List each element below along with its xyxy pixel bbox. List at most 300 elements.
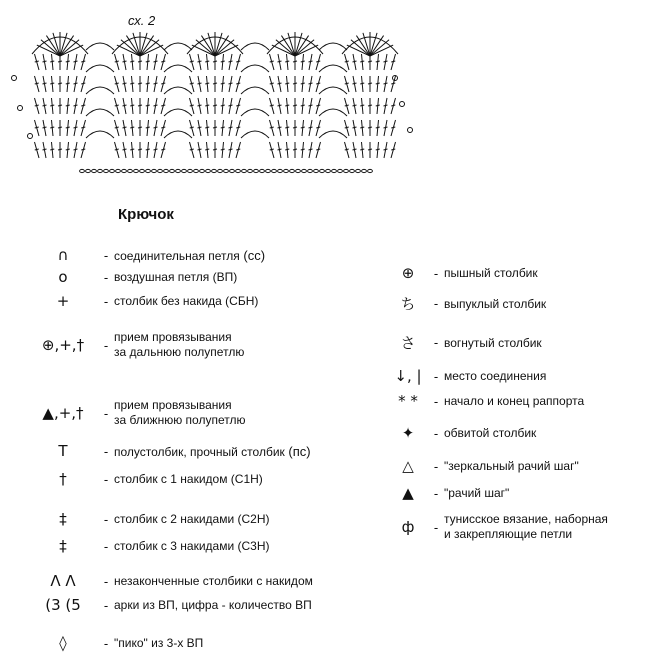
stitch-mark — [345, 105, 349, 106]
chain-mark — [104, 169, 109, 172]
legend-dash: - — [103, 538, 109, 554]
chain-mark — [260, 169, 265, 172]
legend-row — [28, 292, 258, 310]
stitch-mark — [391, 105, 395, 106]
stitch-mark — [353, 61, 357, 62]
stitch-mark — [205, 127, 209, 128]
stitch-mark — [50, 83, 54, 84]
stitch-mark — [229, 61, 233, 62]
stitch-mark — [58, 83, 62, 84]
stitch-mark — [115, 127, 119, 128]
chain-mark — [206, 169, 211, 172]
legend-text: столбик с 2 накидами (С2Н) — [114, 512, 270, 526]
arch-mark — [86, 131, 114, 138]
stitch-mark — [161, 127, 165, 128]
stitch-mark — [74, 149, 78, 150]
stitch-mark — [391, 61, 395, 62]
stitch-mark — [236, 83, 240, 84]
stitch-mark — [285, 61, 289, 62]
chain-mark — [344, 169, 349, 172]
stitch-mark — [345, 61, 349, 62]
stitch-mark — [309, 127, 313, 128]
stitch-mark — [81, 83, 85, 84]
legend-row — [28, 537, 270, 555]
chain-mark — [350, 169, 355, 172]
stitch-mark — [115, 149, 119, 150]
stitch-mark — [285, 127, 289, 128]
legend-text: воздушная петля (ВП) — [114, 270, 238, 284]
stitch-mark — [384, 61, 388, 62]
stitch-mark — [50, 149, 54, 150]
picot-mark — [400, 102, 405, 107]
chain-mark — [332, 169, 337, 172]
stitch-mark — [360, 83, 364, 84]
stitch-mark — [309, 61, 313, 62]
chain-mark — [122, 169, 127, 172]
stitch-mark — [81, 105, 85, 106]
stitch-mark — [50, 105, 54, 106]
stitch-mark — [221, 83, 225, 84]
stitch-mark — [213, 127, 217, 128]
stitch-mark — [360, 127, 364, 128]
chain-mark — [194, 169, 199, 172]
stitch-mark — [123, 83, 127, 84]
stitch-mark — [270, 149, 274, 150]
stitch-mark — [376, 127, 380, 128]
stitch-mark — [198, 105, 202, 106]
stitch-mark — [58, 105, 62, 106]
crab-stitch-icon: ▲ — [402, 484, 414, 502]
legend-dash: - — [103, 405, 109, 421]
stitch-mark — [309, 83, 313, 84]
half-double-icon: T — [58, 442, 68, 460]
front-loop-icon: ▲,+,† — [42, 404, 84, 422]
stitch-mark — [345, 149, 349, 150]
stitch-mark — [205, 105, 209, 106]
repeat-marks-icon: * * — [398, 392, 418, 410]
arch-mark — [319, 65, 347, 72]
stitch-mark — [278, 83, 282, 84]
stitch-mark — [190, 83, 194, 84]
chain-mark — [158, 169, 163, 172]
legend-dash: - — [103, 247, 109, 263]
stitch-mark — [154, 105, 158, 106]
chain-mark — [236, 169, 241, 172]
stitch-mark — [146, 127, 150, 128]
chain-mark — [164, 169, 169, 172]
stitch-mark — [161, 149, 165, 150]
stitch-mark — [376, 83, 380, 84]
stitch-mark — [236, 61, 240, 62]
stitch-mark — [198, 149, 202, 150]
crochet-scheme-diagram — [0, 18, 420, 178]
stitch-mark — [353, 127, 357, 128]
chain-mark — [116, 169, 121, 172]
chain-mark — [80, 169, 85, 172]
legend-row — [388, 484, 509, 502]
legend-abbr: (сс) — [239, 247, 266, 263]
legend-row — [388, 332, 542, 353]
stitch-mark — [58, 149, 62, 150]
stitch-mark — [50, 61, 54, 62]
chain-mark — [146, 169, 151, 172]
stitch-mark — [138, 149, 142, 150]
arch-mark — [164, 65, 192, 72]
stitch-mark — [301, 61, 305, 62]
stitch-mark — [309, 105, 313, 106]
stitch-mark — [360, 105, 364, 106]
stitch-mark — [154, 149, 158, 150]
stitch-mark — [66, 149, 70, 150]
stitch-mark — [301, 105, 305, 106]
stitch-mark — [229, 149, 233, 150]
stitch-mark — [190, 127, 194, 128]
stitch-mark — [278, 149, 282, 150]
arch-mark — [86, 43, 114, 50]
stitch-mark — [236, 105, 240, 106]
stitch-mark — [345, 83, 349, 84]
stitch-mark — [221, 149, 225, 150]
stitch-mark — [43, 83, 47, 84]
arch-mark — [164, 87, 192, 94]
chain-mark — [128, 169, 133, 172]
wrapped-stitch-icon: ✦ — [401, 424, 415, 442]
stitch-mark — [74, 61, 78, 62]
stitch-mark — [35, 127, 39, 128]
chain-mark — [134, 169, 139, 172]
chain-mark — [278, 169, 283, 172]
legend-row — [28, 470, 263, 488]
stitch-mark — [190, 105, 194, 106]
stitch-mark — [161, 83, 165, 84]
stitch-mark — [316, 127, 320, 128]
stitch-mark — [130, 149, 134, 150]
legend-dash: - — [103, 293, 109, 309]
legend-text: прием провязывания за дальнюю полупетлю — [114, 330, 245, 359]
stitch-mark — [123, 105, 127, 106]
stitch-mark — [146, 105, 150, 106]
chain-mark — [248, 169, 253, 172]
legend-dash: - — [103, 511, 109, 527]
legend-text: арки из ВП, цифра - количество ВП — [114, 598, 312, 612]
stitch-mark — [154, 83, 158, 84]
chain-mark — [338, 169, 343, 172]
stitch-mark — [138, 83, 142, 84]
legend-dash: - — [433, 335, 439, 350]
stitch-mark — [58, 61, 62, 62]
stitch-mark — [293, 127, 297, 128]
chain-mark — [368, 169, 373, 172]
stitch-mark — [229, 127, 233, 128]
legend-row — [28, 398, 245, 428]
stitch-mark — [161, 61, 165, 62]
arch-mark — [319, 109, 347, 116]
stitch-mark — [309, 149, 313, 150]
legend-dash: - — [433, 368, 439, 384]
legend-text: столбик с 3 накидами (С3Н) — [114, 539, 270, 553]
legend-row — [28, 442, 311, 460]
stitch-mark — [213, 149, 217, 150]
stitch-mark — [384, 127, 388, 128]
stitch-mark — [301, 127, 305, 128]
stitch-mark — [66, 83, 70, 84]
single-crochet-icon: + — [56, 292, 70, 310]
arch-mark — [241, 87, 269, 94]
stitch-mark — [43, 127, 47, 128]
arch-mark — [164, 43, 192, 50]
stitch-mark — [161, 105, 165, 106]
stitch-mark — [391, 149, 395, 150]
legend-text: "пико" из 3-х ВП — [114, 636, 204, 650]
stitch-mark — [236, 127, 240, 128]
chain-mark — [254, 169, 259, 172]
tunisian-icon: ф — [401, 518, 415, 536]
legend-row — [388, 264, 538, 282]
legend-text: "рачий шаг" — [444, 486, 510, 500]
double-crochet-icon: † — [59, 470, 67, 488]
chain-mark — [314, 169, 319, 172]
stitch-mark — [205, 149, 209, 150]
arch-mark — [241, 109, 269, 116]
legend-title: Крючок — [118, 206, 174, 223]
picot-mark — [28, 134, 33, 139]
stitch-mark — [58, 127, 62, 128]
treble-crochet-icon: ‡ — [59, 510, 67, 528]
chain-mark — [212, 169, 217, 172]
stitch-mark — [154, 61, 158, 62]
arch-mark — [164, 109, 192, 116]
stitch-mark — [123, 127, 127, 128]
stitch-mark — [316, 61, 320, 62]
stitch-mark — [376, 149, 380, 150]
stitch-mark — [376, 61, 380, 62]
picot-mark — [408, 128, 413, 133]
stitch-mark — [353, 105, 357, 106]
stitch-mark — [353, 149, 357, 150]
stitch-mark — [35, 105, 39, 106]
legend-dash: - — [433, 265, 439, 281]
legend-text: столбик с 1 накидом (С1Н) — [114, 472, 263, 486]
legend-dash: - — [433, 425, 439, 441]
stitch-mark — [285, 83, 289, 84]
legend-text: начало и конец раппорта — [444, 394, 585, 408]
stitch-mark — [384, 105, 388, 106]
legend-row — [28, 246, 265, 264]
stitch-mark — [123, 61, 127, 62]
stitch-mark — [213, 105, 217, 106]
chain-mark — [188, 169, 193, 172]
legend-dash: - — [433, 485, 439, 501]
stitch-mark — [229, 83, 233, 84]
arch-mark — [164, 131, 192, 138]
chain-mark — [290, 169, 295, 172]
stitch-mark — [146, 83, 150, 84]
stitch-mark — [213, 61, 217, 62]
legend-text: место соединения — [444, 369, 547, 383]
stitch-mark — [316, 105, 320, 106]
legend-dash: - — [433, 393, 439, 409]
stitch-mark — [130, 61, 134, 62]
stitch-mark — [270, 61, 274, 62]
stitch-mark — [376, 105, 380, 106]
stitch-mark — [293, 61, 297, 62]
stitch-mark — [316, 83, 320, 84]
puff-stitch-icon: ⊕ — [401, 264, 415, 282]
join-point-icon: ↓, | — [394, 367, 422, 385]
stitch-mark — [66, 105, 70, 106]
stitch-mark — [130, 105, 134, 106]
stitch-mark — [384, 83, 388, 84]
chain-mark — [86, 169, 91, 172]
legend-dash: - — [103, 471, 109, 487]
stitch-mark — [138, 127, 142, 128]
stitch-mark — [66, 61, 70, 62]
legend-row — [28, 634, 203, 652]
chain-mark — [170, 169, 175, 172]
stitch-mark — [391, 127, 395, 128]
legend-row — [28, 572, 313, 590]
stitch-mark — [221, 105, 225, 106]
chain-arch-icon: (3 (5 — [45, 596, 81, 614]
chain-mark — [218, 169, 223, 172]
stitch-mark — [293, 105, 297, 106]
stitch-mark — [115, 105, 119, 106]
back-post-icon: さ — [400, 334, 416, 352]
stitch-mark — [43, 149, 47, 150]
stitch-mark — [368, 61, 372, 62]
stitch-mark — [368, 105, 372, 106]
chain-mark — [356, 169, 361, 172]
legend-row — [28, 330, 244, 360]
stitch-mark — [293, 149, 297, 150]
stitch-mark — [74, 105, 78, 106]
stitch-mark — [316, 149, 320, 150]
stitch-mark — [81, 127, 85, 128]
legend-row — [388, 293, 546, 314]
slip-stitch-icon: ∩ — [57, 246, 69, 264]
chain-mark — [242, 169, 247, 172]
stitch-mark — [368, 83, 372, 84]
chain-mark — [230, 169, 235, 172]
stitch-mark — [345, 127, 349, 128]
legend-text: соединительная петля (сс) — [114, 247, 266, 263]
stitch-mark — [74, 127, 78, 128]
chain-mark — [200, 169, 205, 172]
chain-mark — [92, 169, 97, 172]
chain-mark — [110, 169, 115, 172]
chain-mark — [320, 169, 325, 172]
stitch-mark — [270, 127, 274, 128]
arch-mark — [241, 65, 269, 72]
stitch-mark — [115, 61, 119, 62]
legend-text: прием провязывания за ближнюю полупетлю — [114, 398, 246, 427]
stitch-mark — [43, 61, 47, 62]
stitch-mark — [138, 105, 142, 106]
stitch-mark — [130, 83, 134, 84]
legend-row — [388, 367, 546, 385]
arch-mark — [319, 131, 347, 138]
stitch-mark — [278, 127, 282, 128]
stitch-mark — [50, 127, 54, 128]
legend-row — [388, 424, 536, 442]
stitch-mark — [229, 105, 233, 106]
stitch-mark — [270, 105, 274, 106]
legend-text: выпуклый столбик — [444, 296, 547, 311]
chain-mark — [266, 169, 271, 172]
legend-text: "зеркальный рачий шаг" — [444, 459, 579, 473]
back-loop-icon: ⊕,+,† — [41, 336, 85, 354]
stitch-mark — [285, 149, 289, 150]
stitch-mark — [213, 83, 217, 84]
stitch-mark — [205, 83, 209, 84]
stitch-mark — [384, 149, 388, 150]
stitch-mark — [154, 127, 158, 128]
legend-row — [28, 596, 312, 614]
legend-row — [28, 510, 270, 528]
front-post-icon: ち — [400, 295, 416, 313]
stitch-mark — [81, 61, 85, 62]
stitch-mark — [43, 105, 47, 106]
chain-mark — [98, 169, 103, 172]
legend-dash: - — [103, 573, 109, 589]
double-treble-icon: ‡ — [59, 537, 67, 555]
stitch-mark — [353, 83, 357, 84]
chain-mark — [182, 169, 187, 172]
legend-text: пышный столбик — [444, 266, 538, 280]
chain-mark — [302, 169, 307, 172]
stitch-mark — [285, 105, 289, 106]
arch-mark — [319, 43, 347, 50]
chain-mark — [362, 169, 367, 172]
stitch-mark — [198, 83, 202, 84]
legend-abbr: (пс) — [284, 443, 311, 459]
stitch-mark — [301, 149, 305, 150]
legend-row — [28, 268, 237, 286]
stitch-mark — [391, 83, 395, 84]
legend-text: столбик без накида (СБН) — [114, 294, 259, 308]
stitch-mark — [293, 83, 297, 84]
chain-mark — [308, 169, 313, 172]
chain-mark — [284, 169, 289, 172]
picot-icon: ◊ — [59, 634, 67, 652]
legend-text: тунисское вязание, наборная и закрепляющие петли — [444, 512, 608, 541]
stitch-mark — [205, 61, 209, 62]
stitch-mark — [221, 61, 225, 62]
legend-text: незаконченные столбики с накидом — [114, 574, 313, 588]
legend-dash: - — [103, 443, 109, 459]
stitch-mark — [66, 127, 70, 128]
arch-mark — [86, 65, 114, 72]
stitch-mark — [360, 149, 364, 150]
legend-text: полустолбик, прочный столбик (пс) — [114, 443, 311, 459]
stitch-mark — [198, 61, 202, 62]
stitch-mark — [198, 127, 202, 128]
chain-mark — [176, 169, 181, 172]
stitch-mark — [278, 61, 282, 62]
stitch-mark — [74, 83, 78, 84]
legend-dash: - — [103, 337, 109, 353]
arch-mark — [241, 43, 269, 50]
stitch-mark — [130, 127, 134, 128]
chain-mark — [296, 169, 301, 172]
mirror-crab-icon: △ — [402, 457, 414, 475]
stitch-mark — [301, 83, 305, 84]
legend-text: обвитой столбик — [444, 426, 537, 440]
stitch-mark — [115, 83, 119, 84]
arch-mark — [319, 87, 347, 94]
picot-mark — [18, 106, 23, 111]
stitch-mark — [35, 83, 39, 84]
